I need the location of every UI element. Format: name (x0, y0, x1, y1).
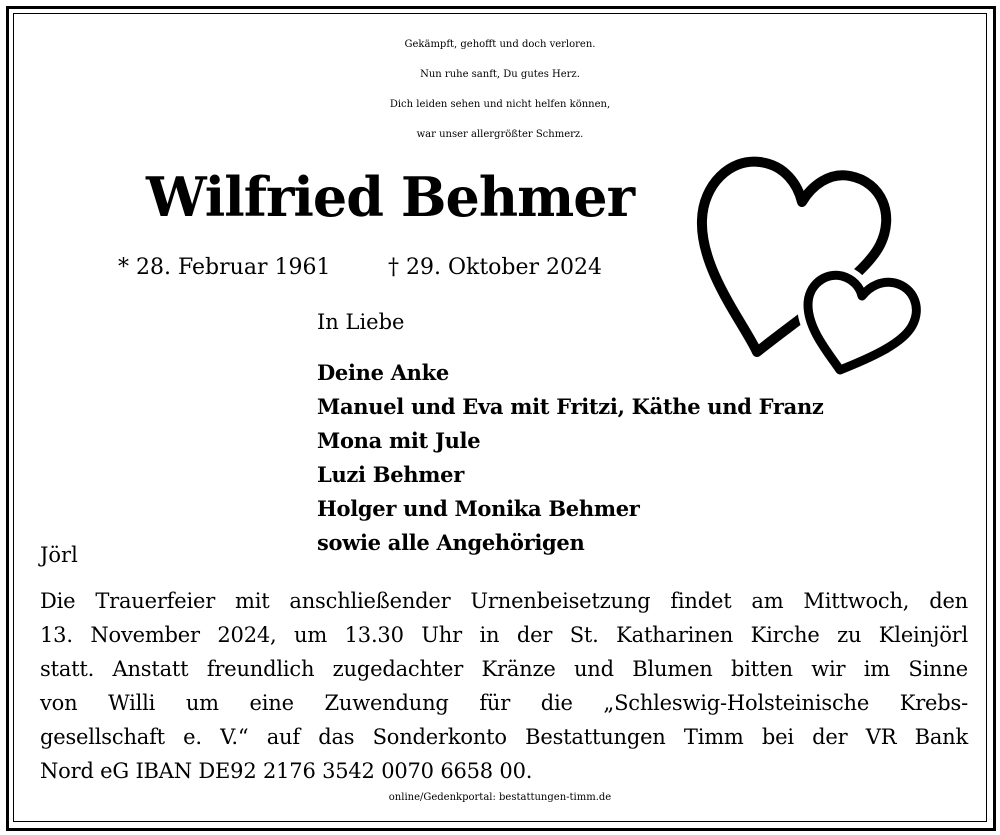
poem-line: Dich leiden sehen und nicht helfen können, (389, 99, 611, 110)
poem-line: Nun ruhe sanft, Du gutes Herz. (420, 69, 580, 80)
details-line: gesellschaft e. V.“ auf das Sonderkonto Bestattungen Timm bei der VR Bank (40, 725, 968, 749)
poem-line: Gekämpft, gehofft und doch verloren. (404, 39, 596, 50)
family-line: sowie alle Angehörigen (317, 530, 585, 555)
poem (0, 30, 1000, 150)
family-line: Deine Anke (317, 360, 449, 385)
funeral-details (40, 584, 968, 788)
in-liebe-text: In Liebe (317, 310, 405, 334)
place-name: Jörl (40, 543, 78, 567)
birth-date: * 28. Februar 1961 (118, 255, 331, 280)
deceased-name: Wilfried Behmer (146, 165, 635, 229)
details-line: von Willi um eine Zuwendung für die „Schleswig-Holsteinische Krebs- (40, 691, 968, 715)
details-line: Nord eG IBAN DE92 2176 3542 0070 6658 00. (40, 759, 533, 783)
details-line: Die Trauerfeier mit anschließender Urnenbeisetzung findet am Mittwoch, den (40, 589, 968, 613)
death-date: † 29. Oktober 2024 (388, 255, 603, 280)
family-list (317, 356, 824, 560)
family-line: Holger und Monika Behmer (317, 496, 640, 521)
family-line: Manuel und Eva mit Fritzi, Käthe und Franz (317, 394, 824, 419)
details-line: statt. Anstatt freundlich zugedachter Kränze und Blumen bitten wir im Sinne (40, 657, 968, 681)
poem-line: war unser allergrößter Schmerz. (416, 129, 584, 140)
family-line: Mona mit Jule (317, 428, 481, 453)
memorial-portal-link: online/Gedenkportal: bestattungen-timm.de (388, 792, 612, 803)
family-line: Luzi Behmer (317, 462, 464, 487)
two-hearts-icon (690, 140, 930, 380)
details-line: 13. November 2024, um 13.30 Uhr in der St. Katharinen Kirche zu Kleinjörl (40, 623, 968, 647)
